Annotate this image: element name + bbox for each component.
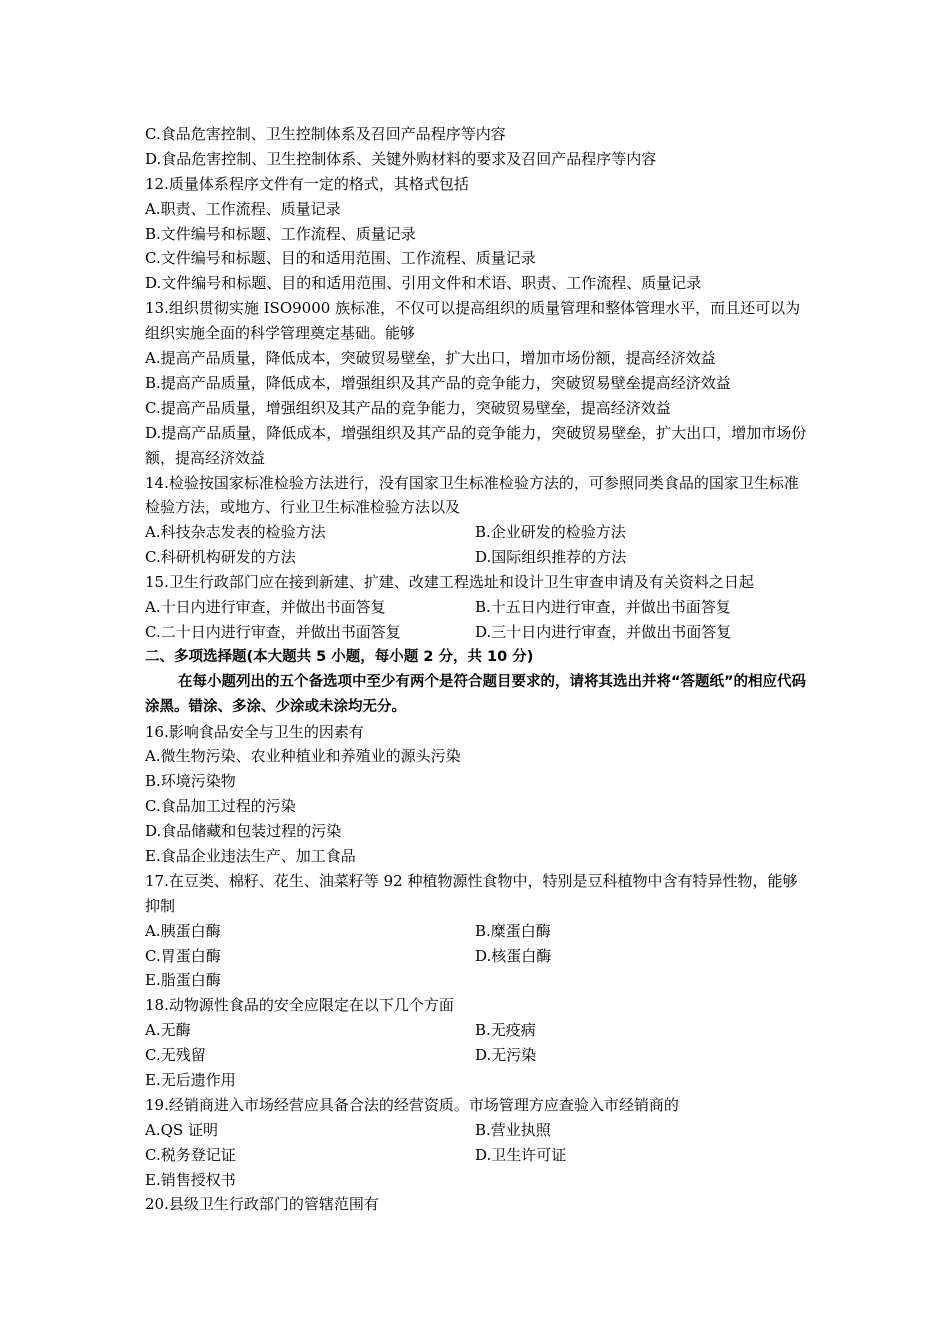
q19-option-e: E.销售授权书 [145,1170,236,1189]
q13-option-d: D.提高产品质量，降低成本，增强组织及其产品的竞争能力，突破贸易壁垒，扩大出口，增加市场份额，提高经济效益 [145,423,807,467]
q18-stem: 18.动物源性食品的安全应限定在以下几个方面 [145,996,454,1015]
q15-options-row-2 [145,620,810,645]
q11-option-c: C.食品危害控制、卫生控制体系及召回产品程序等内容 [145,125,506,143]
q14-option-a: A.科技杂志发表的检验方法 [145,523,326,542]
q15-option-b: B.十五日内进行审查，并做出书面答复 [475,598,731,617]
q12-option-d: D.文件编号和标题、目的和适用范围、引用文件和术语、职责、工作流程、质量记录 [145,274,702,293]
q15-stem: 15.卫生行政部门应在接到新建、扩建、改建工程选址和设计卫生审查申请及有关资料之日起 [145,573,754,592]
q19-stem: 19.经销商进入市场经营应具备合法的经营资质。市场管理方应查验入市经销商的 [145,1095,679,1114]
q17-option-b: B.糜蛋白酶 [475,921,551,940]
q18-option-d: D.无污染 [475,1046,537,1065]
q12-option-a: A.职责、工作流程、质量记录 [145,199,341,218]
q17-stem: 17.在豆类、棉籽、花生、油菜籽等 92 种植物源性食物中，特别是豆科植物中含有特异性物，能够抑制 [145,871,798,915]
q17-option-c: C.胃蛋白酶 [145,946,221,965]
q14-options-row-2 [145,545,810,570]
q15-option-c: C.二十日内进行审查，并做出书面答复 [145,622,401,641]
q16-option-e: E.食品企业违法生产、加工食品 [145,846,356,865]
q13-stem: 13.组织贯彻实施 ISO9000 族标准，不仅可以提高组织的质量管理和整体管理水平，而且还可以为组织实施全面的科学管理奠定基础。能够 [145,299,801,343]
q17-option-e: E.脂蛋白酶 [145,971,221,990]
q16-option-d: D.食品储藏和包装过程的污染 [145,822,342,841]
q16-option-b: B.环境污染物 [145,772,236,791]
q17-option-a: A.胰蛋白酶 [145,921,221,940]
q13-option-b: B.提高产品质量，降低成本，增强组织及其产品的竞争能力，突破贸易壁垒提高经济效益 [145,373,731,392]
q18-option-a: A.无酶 [145,1021,191,1040]
q16-option-a: A.微生物污染、农业种植业和养殖业的源头污染 [145,747,461,766]
q19-option-c: C.税务登记证 [145,1145,236,1164]
q14-option-d: D.国际组织推荐的方法 [475,548,627,567]
q13-option-c: C.提高产品质量，增强组织及其产品的竞争能力，突破贸易壁垒，提高经济效益 [145,398,671,417]
q18-options-row-2 [145,1043,810,1068]
q17-option-d: D.核蛋白酶 [475,946,552,965]
q14-option-b: B.企业研发的检验方法 [475,523,626,542]
q17-options-row-1 [145,919,810,944]
exam-page [145,122,810,1217]
q18-option-e: E.无后遗作用 [145,1071,236,1090]
q11-option-d: D.食品危害控制、卫生控制体系、关键外购材料的要求及召回产品程序等内容 [145,149,657,168]
q14-option-c: C.科研机构研发的方法 [145,548,296,567]
q19-options-row-1 [145,1118,810,1143]
q15-option-d: D.三十日内进行审查，并做出书面答复 [475,622,732,641]
q19-option-a: A.QS 证明 [145,1120,218,1139]
q19-options-row-2 [145,1143,810,1168]
q12-stem: 12.质量体系程序文件有一定的格式，其格式包括 [145,174,469,193]
q12-option-c: C.文件编号和标题、目的和适用范围、工作流程、质量记录 [145,249,536,268]
q16-stem: 16.影响食品安全与卫生的因素有 [145,722,364,741]
q19-option-d: D.卫生许可证 [475,1145,567,1164]
q15-options-row-1 [145,595,810,620]
q19-option-b: B.营业执照 [475,1120,551,1139]
q14-options-row-1 [145,520,810,545]
q18-option-b: B.无疫病 [475,1021,536,1040]
section-2-instruction: 在每小题列出的五个备选项中至少有两个是符合题目要求的，请将其选出并将“答题纸”的相应代码涂黑。错涂、多涂、少涂或未涂均无分。 [145,673,807,715]
q18-options-row-1 [145,1018,810,1043]
q18-option-c: C.无残留 [145,1046,206,1065]
q13-option-a: A.提高产品质量，降低成本，突破贸易壁垒，扩大出口，增加市场份额，提高经济效益 [145,349,716,368]
q16-option-c: C.食品加工过程的污染 [145,797,296,816]
q20-stem: 20.县级卫生行政部门的管辖范围有 [145,1195,379,1214]
q14-stem: 14.检验按国家标准检验方法进行，没有国家卫生标准检验方法的，可参照同类食品的国家卫生标准检验方法，或地方、行业卫生标准检验方法以及 [145,473,799,517]
section-2-title: 二、多项选择题(本大题共 5 小题，每小题 2 分，共 10 分) [145,648,534,665]
q12-option-b: B.文件编号和标题、工作流程、质量记录 [145,224,416,243]
q15-option-a: A.十日内进行审查，并做出书面答复 [145,598,386,617]
q17-options-row-2 [145,944,810,969]
